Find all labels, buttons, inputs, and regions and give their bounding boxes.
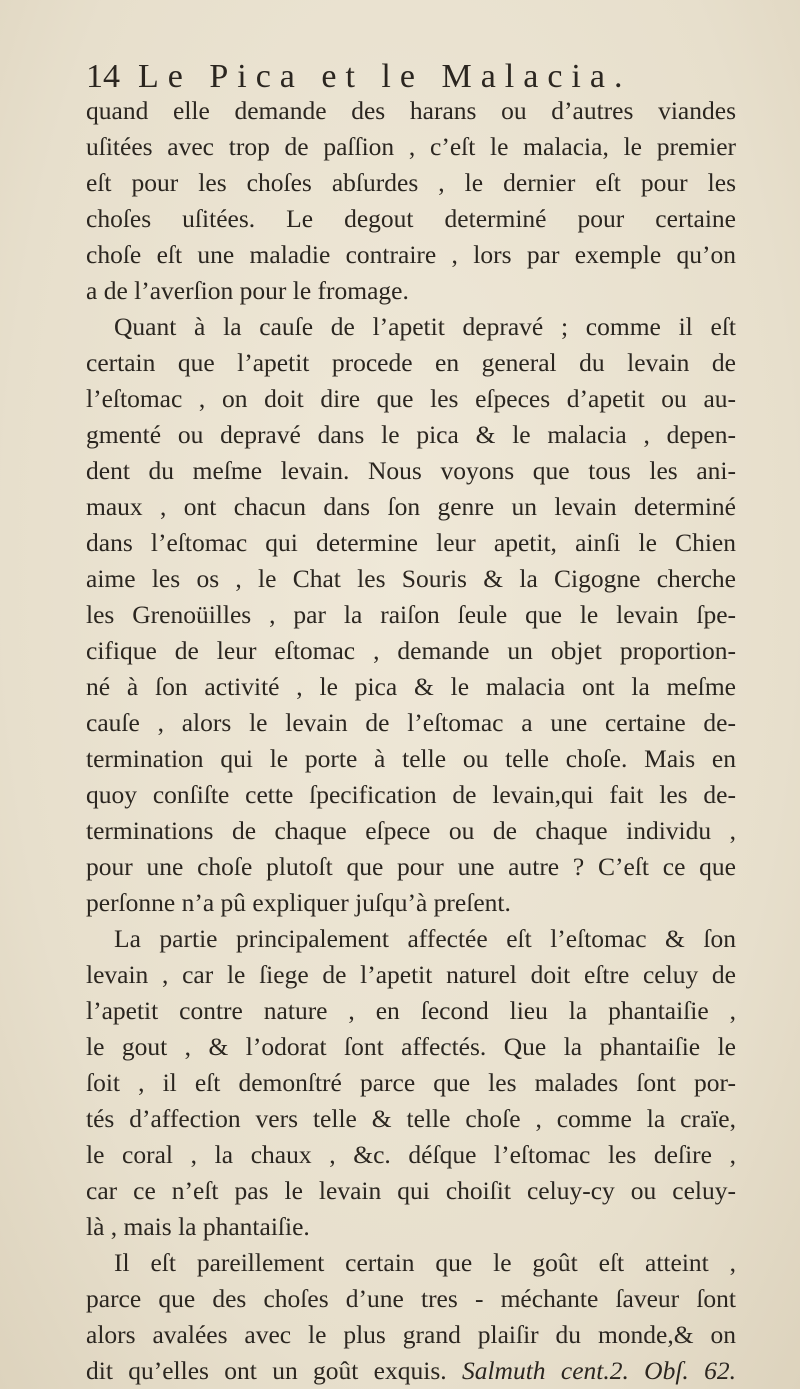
paragraph-1 — [86, 93, 736, 309]
text-line: pour une choſe plutoſt que pour une autre ? C’eſt ce que — [86, 852, 736, 881]
paragraph-2 — [86, 309, 736, 921]
text-line: Quant à la cauſe de l’apetit depravé ; comme il eſt — [114, 312, 736, 341]
text-line: là , mais la phantaiſie. — [86, 1212, 310, 1241]
text-line: quand elle demande des harans ou d’autres viandes — [86, 96, 736, 125]
text-line: maux , ont chacun dans ſon genre un levain determiné — [86, 492, 736, 521]
text-line: l’apetit contre nature , en ſecond lieu la phantaiſie , — [86, 996, 736, 1025]
text-line: gmenté ou depravé dans le pica & le malacia , depen- — [86, 420, 736, 449]
text-line: aime les os , le Chat les Souris & la Cigogne cherche — [86, 564, 736, 593]
text-line: quoy conſiſte cette ſpecification de levain,qui fait les de- — [86, 780, 736, 809]
text-line: les Grenoüilles , par la raiſon ſeule que le levain ſpe- — [86, 600, 736, 629]
text-line: cauſe , alors le levain de l’eſtomac a une certaine de- — [86, 708, 736, 737]
text-line: levain , car le ſiege de l’apetit naturel doit eſtre celuy de — [86, 960, 736, 989]
text-line: choſe eſt une maladie contraire , lors par exemple qu’on — [86, 240, 736, 269]
text-line: certain que l’apetit procede en general du levain de — [86, 348, 736, 377]
text-line: choſes uſitées. Le degout determiné pour certaine — [86, 204, 736, 233]
body-text — [86, 93, 736, 1389]
text-line: alors avalées avec le plus grand plaiſir du monde,& on — [86, 1320, 736, 1349]
text-line: ſoit , il eſt demonſtré parce que les malades ſont por- — [86, 1068, 736, 1097]
text-line: car ce n’eſt pas le levain qui choiſit celuy-cy ou celuy- — [86, 1176, 736, 1205]
citation: Salmuth cent.2. Obſ. 62. — [461, 1356, 736, 1385]
text-line: terminations de chaque eſpece ou de chaque individu , — [86, 816, 736, 845]
page-number: 14 — [86, 58, 120, 95]
paragraph-4 — [86, 1245, 736, 1389]
text-line: né à ſon activité , le pica & le malacia ont la meſme — [86, 672, 736, 701]
text-line-with-citation — [86, 1353, 736, 1389]
text-line: a de l’averſion pour le fromage. — [86, 276, 409, 305]
text-line: le coral , la chaux , &c. déſque l’eſtomac les deſire , — [86, 1140, 736, 1169]
text-line: uſitées avec trop de paſſion , c’eſt le malacia, le premier — [86, 132, 736, 161]
text-line: termination qui le porte à telle ou telle choſe. Mais en — [86, 744, 736, 773]
text-line: le gout , & l’odorat ſont affectés. Que la phantaiſie le — [86, 1032, 736, 1061]
text-line: parce que des choſes d’une tres - méchante ſaveur ſont — [86, 1284, 736, 1313]
text-line: dans l’eſtomac qui determine leur apetit, ainſi le Chien — [86, 528, 736, 557]
text-line: tés d’affection vers telle & telle choſe , comme la craïe, — [86, 1104, 736, 1133]
text-line: La partie principalement affectée eſt l’eſtomac & ſon — [114, 924, 736, 953]
text-line: cifique de leur eſtomac , demande un objet proportion- — [86, 636, 736, 665]
text-line: dent du meſme levain. Nous voyons que tous les ani- — [86, 456, 736, 485]
text-segment: dit qu’elles ont un goût exquis. — [86, 1356, 447, 1385]
text-line: eſt pour les choſes abſurdes , le dernier eſt pour les — [86, 168, 736, 197]
text-line: Il eſt pareillement certain que le goût eſt atteint , — [114, 1248, 736, 1277]
paragraph-3 — [86, 921, 736, 1245]
text-line: l’eſtomac , on doit dire que les eſpeces d’apetit ou au- — [86, 384, 736, 413]
text-line: perſonne n’a pû expliquer juſqu’à preſent. — [86, 888, 511, 917]
running-title: Le Pica et le Malacia. — [138, 58, 632, 95]
